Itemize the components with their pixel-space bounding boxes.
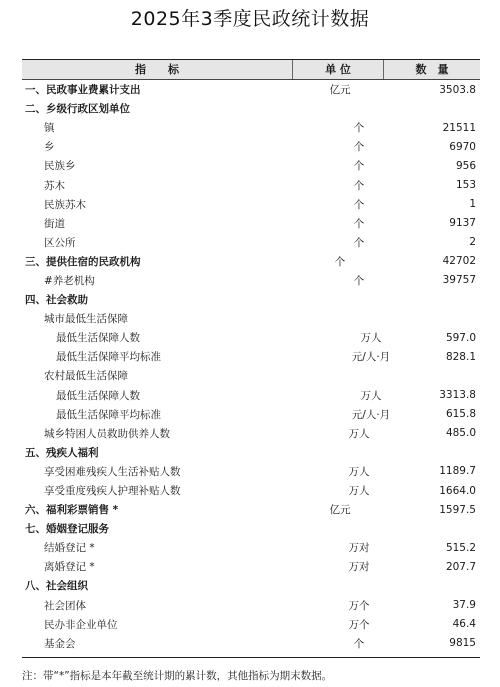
row-value: 956 <box>455 159 476 172</box>
row-label: 民办非企业单位 <box>44 618 118 631</box>
table-row <box>22 596 480 615</box>
table-row <box>22 519 480 538</box>
row-unit: 个 <box>353 637 365 650</box>
table-row <box>22 195 480 214</box>
row-value: 1189.7 <box>439 465 476 478</box>
statistics-table <box>22 59 480 658</box>
table-row <box>22 405 480 424</box>
row-label: 最低生活保障人数 <box>56 332 140 345</box>
row-unit: 个 <box>353 198 365 211</box>
row-value: 828.1 <box>445 350 476 363</box>
table-header <box>22 59 480 80</box>
row-label: 社会团体 <box>44 599 86 612</box>
row-value: 207.7 <box>445 560 476 573</box>
header-unit: 单 位 <box>293 60 384 79</box>
row-value: 46.4 <box>452 618 476 631</box>
row-label: 民族苏木 <box>44 198 86 211</box>
row-unit: 万人 <box>360 332 382 345</box>
row-unit: 个 <box>353 274 365 287</box>
table-row <box>22 386 480 405</box>
table-row <box>22 252 480 271</box>
row-label: 最低生活保障平均标准 <box>56 351 161 364</box>
row-label: 最低生活保障人数 <box>56 389 140 402</box>
table-row <box>22 615 480 634</box>
page-title: 2025年3季度民政统计数据 <box>130 8 370 30</box>
table-row <box>22 175 480 194</box>
row-unit: 个 <box>334 255 346 268</box>
row-label: 街道 <box>44 217 65 230</box>
row-value: 39757 <box>442 274 476 287</box>
row-label: 城乡特困人员救助供养人数 <box>44 427 170 440</box>
table-row <box>22 118 480 137</box>
row-label: 三、提供住宿的民政机构 <box>25 255 141 268</box>
row-value: 597.0 <box>445 331 476 344</box>
table-row <box>22 99 480 118</box>
row-label: 四、社会救助 <box>25 294 88 307</box>
row-value: 21511 <box>442 121 476 134</box>
table-row <box>22 500 480 519</box>
row-label: 一、民政事业费累计支出 <box>25 84 141 97</box>
table-row <box>22 576 480 595</box>
row-value: 1597.5 <box>439 503 476 516</box>
row-unit: 个 <box>353 122 365 135</box>
header-item: 指 标 <box>22 60 293 79</box>
row-value: 1664.0 <box>439 484 476 497</box>
row-label: 享受困难残疾人生活补贴人数 <box>44 465 181 478</box>
row-label: 乡 <box>44 141 55 154</box>
row-unit: 万个 <box>348 599 370 612</box>
table-row <box>22 214 480 233</box>
row-value: 2 <box>469 236 476 249</box>
row-value: 37.9 <box>452 599 476 612</box>
row-value: 1 <box>469 198 476 211</box>
row-unit: 个 <box>353 179 365 192</box>
row-label: 城市最低生活保障 <box>44 313 128 326</box>
row-value: 153 <box>455 179 476 192</box>
row-unit: 元/人·月 <box>351 408 391 421</box>
row-label: 五、残疾人福利 <box>25 446 99 459</box>
row-value: 615.8 <box>445 408 476 421</box>
row-unit: 万人 <box>360 389 382 402</box>
row-value: 3313.8 <box>439 389 476 402</box>
row-label: 离婚登记 * <box>44 561 95 574</box>
table-row <box>22 462 480 481</box>
header-value: 数 量 <box>415 63 449 76</box>
table-row <box>22 328 480 347</box>
row-label: 二、乡级行政区划单位 <box>25 103 130 116</box>
row-value: 9137 <box>449 217 476 230</box>
row-label: 享受重度残疾人护理补贴人数 <box>44 485 181 498</box>
row-label: 农村最低生活保障 <box>44 370 128 383</box>
table-row <box>22 271 480 290</box>
row-unit: 万人 <box>348 465 370 478</box>
table-row <box>22 80 480 99</box>
table-row <box>22 137 480 156</box>
row-value: 6970 <box>449 140 476 153</box>
footnote: 注：带“*”指标是本年截至统计期的累计数，其他指标为期末数据。 <box>22 670 333 682</box>
row-value: 485.0 <box>445 427 476 440</box>
table-row <box>22 443 480 462</box>
row-unit: 万个 <box>348 618 370 631</box>
row-unit: 亿元 <box>329 504 351 517</box>
table-row <box>22 424 480 443</box>
table-row <box>22 156 480 175</box>
row-value: 515.2 <box>445 541 476 554</box>
row-label: 镇 <box>44 122 55 135</box>
row-label: 最低生活保障平均标准 <box>56 408 161 421</box>
row-value: 3503.8 <box>439 83 476 96</box>
table-row <box>22 538 480 557</box>
row-value: 9815 <box>449 637 476 650</box>
row-value: 42702 <box>442 255 476 268</box>
table-row <box>22 290 480 309</box>
row-unit: 亿元 <box>329 84 351 97</box>
row-label: #养老机构 <box>44 274 95 287</box>
row-unit: 万对 <box>348 542 370 555</box>
row-unit: 万人 <box>348 485 370 498</box>
table-row <box>22 481 480 500</box>
row-unit: 元/人·月 <box>351 351 391 364</box>
row-unit: 个 <box>353 160 365 173</box>
table-row <box>22 366 480 385</box>
table-row <box>22 347 480 366</box>
table-body <box>22 80 480 653</box>
table-bottom-rule <box>22 653 480 658</box>
row-unit: 万人 <box>348 427 370 440</box>
row-label: 民族乡 <box>44 160 76 173</box>
row-label: 六、福利彩票销售 * <box>25 504 119 517</box>
table-row <box>22 634 480 653</box>
row-label: 结婚登记 * <box>44 542 95 555</box>
row-unit: 万对 <box>348 561 370 574</box>
table-row <box>22 233 480 252</box>
row-unit: 个 <box>353 217 365 230</box>
table-row <box>22 309 480 328</box>
row-label: 七、婚姻登记服务 <box>25 523 109 536</box>
row-label: 基金会 <box>44 637 76 650</box>
row-unit: 个 <box>353 141 365 154</box>
row-unit: 个 <box>353 236 365 249</box>
row-label: 八、社会组织 <box>25 580 88 593</box>
row-label: 苏木 <box>44 179 65 192</box>
table-row <box>22 557 480 576</box>
row-label: 区公所 <box>44 236 76 249</box>
